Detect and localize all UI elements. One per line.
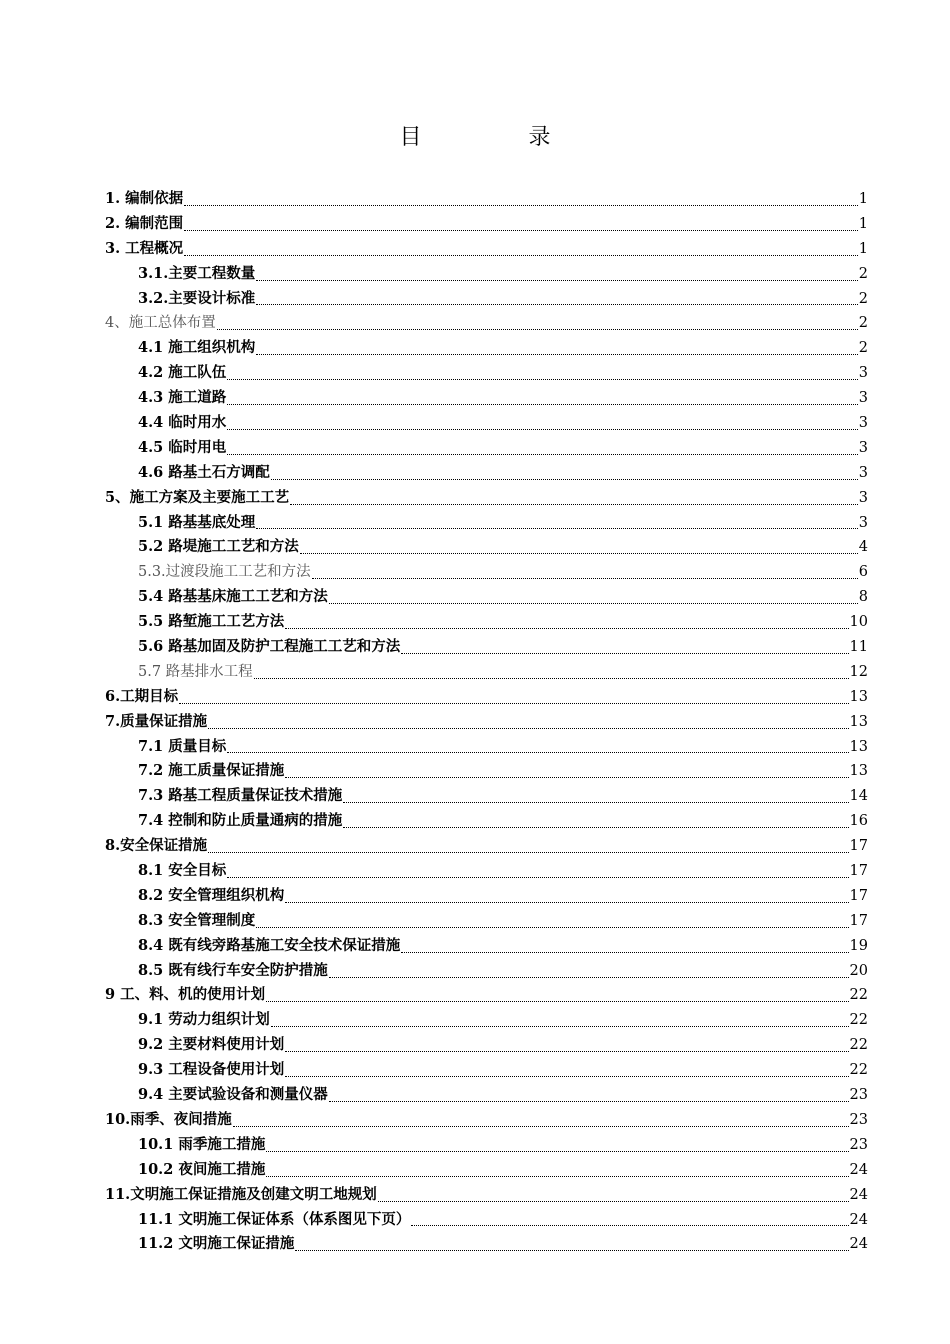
toc-entry[interactable] bbox=[105, 834, 868, 859]
toc-leader-dots bbox=[208, 720, 848, 729]
toc-leader-dots bbox=[285, 769, 848, 778]
toc-entry[interactable] bbox=[105, 461, 868, 486]
toc-entry-page-number: 3 bbox=[858, 390, 868, 407]
toc-leader-dots bbox=[271, 1018, 849, 1027]
toc-entry-page-number: 13 bbox=[849, 688, 868, 705]
toc-entry-label: 7.4 控制和防止质量通病的措施 bbox=[138, 812, 343, 830]
toc-entry-label: 4.1 施工组织机构 bbox=[138, 339, 256, 357]
toc-entry[interactable] bbox=[105, 1183, 868, 1208]
toc-entry[interactable] bbox=[105, 262, 868, 287]
toc-entry-page-number: 3 bbox=[858, 489, 868, 506]
toc-leader-dots bbox=[256, 520, 857, 529]
toc-entry[interactable] bbox=[105, 934, 868, 959]
toc-entry-label: 11.2 文明施工保证措施 bbox=[138, 1235, 295, 1253]
toc-leader-dots bbox=[329, 1093, 849, 1102]
toc-entry-label: 1. 编制依据 bbox=[105, 189, 184, 207]
toc-entry[interactable] bbox=[105, 710, 868, 735]
toc-entry-page-number: 1 bbox=[858, 215, 868, 232]
toc-entry[interactable] bbox=[105, 560, 868, 585]
toc-leader-dots bbox=[343, 819, 848, 828]
toc-entry-label: 10.雨季、夜间措施 bbox=[105, 1110, 232, 1128]
toc-entry-label: 9.3 工程设备使用计划 bbox=[138, 1061, 285, 1079]
toc-leader-dots bbox=[285, 1068, 848, 1077]
toc-entry[interactable] bbox=[105, 610, 868, 635]
toc-entry[interactable] bbox=[105, 311, 868, 336]
toc-entry[interactable] bbox=[105, 884, 868, 909]
toc-leader-dots bbox=[329, 969, 849, 978]
toc-entry-page-number: 22 bbox=[849, 987, 868, 1004]
toc-leader-dots bbox=[179, 695, 848, 704]
toc-entry-label: 6.工期目标 bbox=[105, 687, 179, 705]
toc-entry-page-number: 22 bbox=[849, 1062, 868, 1079]
toc-entry-page-number: 1 bbox=[858, 190, 868, 207]
toc-entry-page-number: 24 bbox=[849, 1186, 868, 1203]
toc-entry-page-number: 3 bbox=[858, 514, 868, 531]
toc-entry-page-number: 20 bbox=[849, 962, 868, 979]
toc-entry-label: 10.1 雨季施工措施 bbox=[138, 1135, 266, 1153]
toc-leader-dots bbox=[266, 1168, 848, 1177]
toc-entry-page-number: 13 bbox=[849, 713, 868, 730]
toc-leader-dots bbox=[329, 595, 858, 604]
toc-entry[interactable] bbox=[105, 237, 868, 262]
toc-entry-label: 5.7 路基排水工程 bbox=[138, 663, 253, 680]
toc-leader-dots bbox=[312, 570, 858, 579]
toc-leader-dots bbox=[266, 1143, 848, 1152]
toc-leader-dots bbox=[285, 1043, 848, 1052]
toc-entry-label: 9.2 主要材料使用计划 bbox=[138, 1036, 285, 1054]
toc-entry-label: 3.2.主要设计标准 bbox=[138, 289, 256, 307]
toc-entry-label: 3. 工程概况 bbox=[105, 239, 184, 257]
toc-entry-label: 3.1.主要工程数量 bbox=[138, 264, 256, 282]
toc-entry[interactable] bbox=[105, 336, 868, 361]
toc-leader-dots bbox=[208, 844, 848, 853]
toc-entry[interactable] bbox=[105, 1058, 868, 1083]
toc-entry[interactable] bbox=[105, 735, 868, 760]
toc-leader-dots bbox=[256, 272, 857, 281]
toc-entry-label: 4.6 路基土石方调配 bbox=[138, 463, 270, 481]
toc-entry-label: 8.1 安全目标 bbox=[138, 862, 227, 880]
toc-entry-page-number: 3 bbox=[858, 415, 868, 431]
toc-entry-page-number: 3 bbox=[858, 365, 868, 382]
toc-leader-dots bbox=[290, 496, 858, 505]
toc-entry[interactable] bbox=[105, 1008, 868, 1033]
toc-entry-label: 7.质量保证措施 bbox=[105, 712, 208, 730]
toc-entry-label: 5、施工方案及主要施工工艺 bbox=[105, 488, 290, 506]
toc-leader-dots bbox=[401, 944, 848, 953]
toc-entry-page-number: 24 bbox=[849, 1236, 868, 1253]
toc-entry-page-number: 3 bbox=[858, 439, 868, 456]
toc-entry-page-number: 23 bbox=[849, 1111, 868, 1128]
toc-entry-page-number: 14 bbox=[849, 788, 868, 805]
toc-entry[interactable] bbox=[105, 909, 868, 934]
toc-entry[interactable] bbox=[105, 1033, 868, 1058]
toc-entry[interactable] bbox=[105, 984, 868, 1009]
toc-entry-page-number: 2 bbox=[858, 265, 868, 282]
toc-title: 目 录 bbox=[399, 125, 601, 150]
toc-entry-page-number: 16 bbox=[849, 813, 868, 830]
toc-entry-page-number: 23 bbox=[849, 1136, 868, 1153]
toc-entry[interactable] bbox=[105, 535, 868, 560]
toc-entry[interactable] bbox=[105, 386, 868, 411]
toc-leader-dots bbox=[184, 197, 858, 206]
toc-entry-page-number: 8 bbox=[858, 589, 868, 606]
toc-entry-label: 5.2 路堤施工工艺和方法 bbox=[138, 538, 299, 556]
toc-entry-page-number: 24 bbox=[849, 1211, 868, 1228]
toc-entry[interactable] bbox=[105, 187, 868, 212]
toc-leader-dots bbox=[271, 471, 858, 480]
toc-leader-dots bbox=[227, 744, 848, 753]
toc-entry-label: 8.5 既有线行车安全防护措施 bbox=[138, 961, 328, 979]
toc-entry-label: 11.1 文明施工保证体系（体系图见下页） bbox=[138, 1210, 411, 1228]
toc-entry-page-number: 6 bbox=[858, 564, 868, 581]
toc-leader-dots bbox=[184, 222, 858, 231]
toc-entry-label: 5.5 路堑施工工艺方法 bbox=[138, 613, 285, 631]
toc-entry-page-number: 17 bbox=[849, 887, 868, 904]
toc-entry[interactable] bbox=[105, 635, 868, 660]
toc-entry-page-number: 22 bbox=[849, 1012, 868, 1029]
toc-leader-dots bbox=[256, 346, 857, 355]
toc-entry-page-number: 3 bbox=[858, 464, 868, 481]
toc-entry-label: 2. 编制范围 bbox=[105, 214, 184, 232]
toc-entry[interactable] bbox=[105, 809, 868, 834]
toc-entry-page-number: 17 bbox=[849, 912, 868, 929]
toc-entry-label: 7.3 路基工程质量保证技术措施 bbox=[138, 787, 343, 805]
toc-entry-page-number: 23 bbox=[849, 1087, 868, 1104]
toc-entry-label: 4、施工总体布置 bbox=[105, 315, 216, 332]
toc-entry[interactable] bbox=[105, 436, 868, 461]
toc-entry-label: 8.4 既有线旁路基施工安全技术保证措施 bbox=[138, 936, 401, 954]
toc-entry-label: 8.3 安全管理制度 bbox=[138, 911, 256, 929]
toc-entry[interactable] bbox=[105, 959, 868, 984]
toc-leader-dots bbox=[227, 421, 857, 430]
toc-entry-label: 7.2 施工质量保证措施 bbox=[138, 762, 285, 780]
toc-leader-dots bbox=[227, 869, 848, 878]
toc-entry-page-number: 17 bbox=[849, 863, 868, 880]
toc-entry-page-number: 24 bbox=[849, 1161, 868, 1178]
toc-entry-label: 9 工、料、机的使用计划 bbox=[105, 986, 266, 1004]
toc-entry-label: 5.6 路基加固及防护工程施工工艺和方法 bbox=[138, 638, 401, 656]
toc-entry-label: 4.3 施工道路 bbox=[138, 389, 227, 407]
toc-leader-dots bbox=[256, 919, 848, 928]
toc-entry-label: 4.5 临时用电 bbox=[138, 438, 227, 456]
toc-entry[interactable] bbox=[105, 511, 868, 536]
toc-leader-dots bbox=[378, 1193, 849, 1202]
toc-entry-label: 5.3.过渡段施工工艺和方法 bbox=[138, 564, 311, 581]
toc-leader-dots bbox=[227, 446, 857, 455]
toc-entry[interactable] bbox=[105, 1158, 868, 1183]
toc-entry-label: 4.4 临时用水 bbox=[138, 414, 227, 431]
toc-leader-dots bbox=[285, 620, 848, 629]
toc-entry-label: 4.2 施工队伍 bbox=[138, 364, 227, 382]
toc-entry[interactable] bbox=[105, 585, 868, 610]
toc-entry[interactable] bbox=[105, 1083, 868, 1108]
toc-entry[interactable] bbox=[105, 1133, 868, 1158]
toc-leader-dots bbox=[184, 247, 858, 256]
toc-entry[interactable] bbox=[105, 212, 868, 237]
toc-leader-dots bbox=[256, 296, 857, 305]
toc-leader-dots bbox=[343, 794, 848, 803]
toc-entry-page-number: 12 bbox=[849, 663, 868, 680]
toc-entry-label: 9.1 劳动力组织计划 bbox=[138, 1011, 270, 1029]
toc-entry-label: 5.1 路基基底处理 bbox=[138, 513, 256, 531]
toc-entry-page-number: 2 bbox=[858, 340, 868, 357]
toc-leader-dots bbox=[266, 993, 848, 1002]
toc-entry-page-number: 17 bbox=[849, 838, 868, 855]
toc-leader-dots bbox=[227, 396, 857, 405]
toc-entry-page-number: 10 bbox=[849, 614, 868, 631]
table-of-contents bbox=[105, 187, 868, 1257]
toc-entry-page-number: 22 bbox=[849, 1037, 868, 1054]
toc-entry-label: 5.4 路基基床施工工艺和方法 bbox=[138, 588, 328, 606]
toc-entry[interactable] bbox=[105, 759, 868, 784]
toc-entry[interactable] bbox=[105, 287, 868, 312]
toc-entry-page-number: 2 bbox=[858, 315, 868, 332]
toc-entry-page-number: 4 bbox=[858, 539, 868, 556]
toc-entry[interactable] bbox=[105, 1108, 868, 1133]
toc-entry-page-number: 2 bbox=[858, 290, 868, 307]
toc-leader-dots bbox=[227, 371, 857, 380]
toc-leader-dots bbox=[411, 1217, 848, 1226]
toc-entry-page-number: 19 bbox=[849, 937, 868, 954]
toc-entry[interactable] bbox=[105, 486, 868, 511]
toc-leader-dots bbox=[254, 670, 849, 679]
toc-entry[interactable] bbox=[105, 1232, 868, 1257]
toc-entry-label: 9.4 主要试验设备和测量仪器 bbox=[138, 1086, 328, 1104]
toc-entry[interactable] bbox=[105, 859, 868, 884]
toc-entry-label: 10.2 夜间施工措施 bbox=[138, 1160, 266, 1178]
toc-entry-page-number: 11 bbox=[849, 639, 868, 656]
toc-leader-dots bbox=[285, 894, 848, 903]
toc-entry-page-number: 13 bbox=[849, 763, 868, 780]
toc-entry[interactable] bbox=[105, 411, 868, 436]
toc-entry[interactable] bbox=[105, 361, 868, 386]
toc-leader-dots bbox=[217, 321, 858, 330]
toc-leader-dots bbox=[300, 545, 858, 554]
toc-entry[interactable] bbox=[105, 685, 868, 710]
toc-leader-dots bbox=[233, 1118, 849, 1127]
toc-entry-label: 7.1 质量目标 bbox=[138, 737, 227, 755]
toc-entry-label: 11.文明施工保证措施及创建文明工地规划 bbox=[105, 1185, 377, 1203]
toc-leader-dots bbox=[295, 1242, 848, 1251]
toc-entry[interactable] bbox=[105, 1208, 868, 1233]
toc-entry-label: 8.安全保证措施 bbox=[105, 837, 208, 855]
toc-entry[interactable] bbox=[105, 784, 868, 809]
toc-entry-page-number: 13 bbox=[849, 738, 868, 755]
toc-entry-page-number: 1 bbox=[858, 240, 868, 257]
toc-leader-dots bbox=[401, 645, 848, 654]
toc-entry-label: 8.2 安全管理组织机构 bbox=[138, 886, 285, 904]
toc-entry[interactable] bbox=[105, 660, 868, 685]
